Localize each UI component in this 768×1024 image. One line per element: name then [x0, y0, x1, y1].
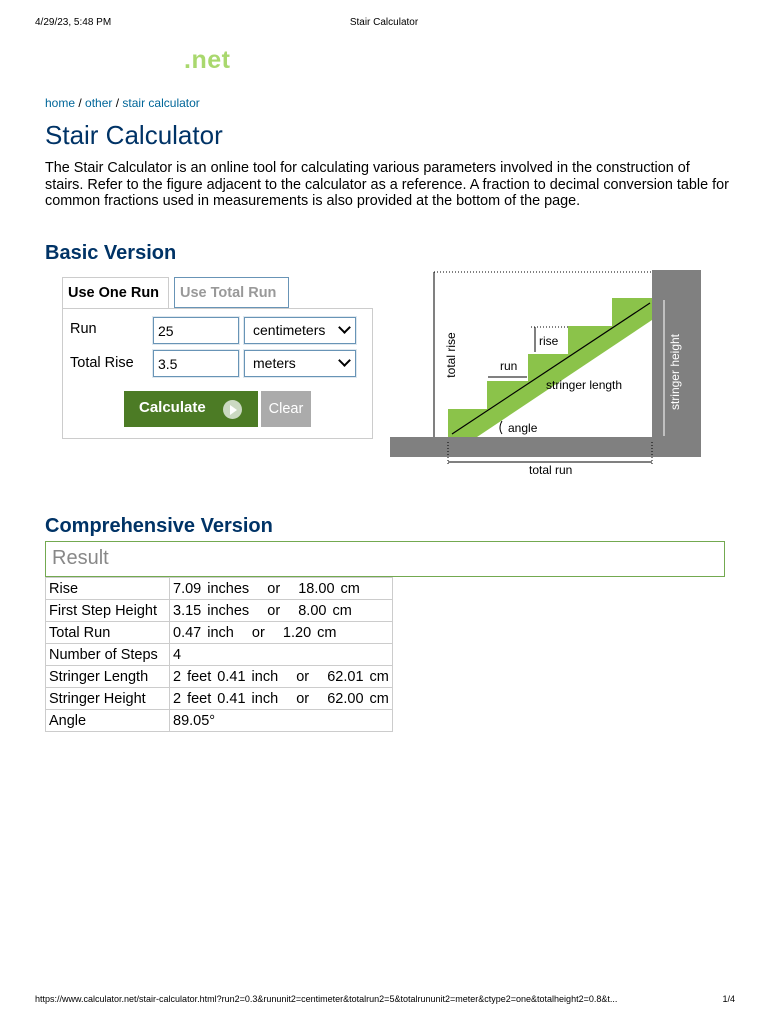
stair-diagram	[390, 270, 702, 480]
angle-arc	[500, 421, 502, 434]
total-rise-input[interactable]	[153, 350, 239, 377]
breadcrumb-home-link[interactable]: home	[45, 96, 76, 110]
angle-label: angle	[508, 421, 538, 435]
rise-label: rise	[539, 334, 559, 348]
page-number: 1/4	[722, 994, 735, 1004]
run-unit-select[interactable]	[244, 317, 356, 344]
total-rise-label: total rise	[444, 332, 458, 378]
site-logo[interactable]: .net	[184, 46, 231, 74]
result-value: 7.09 inches or 18.00 cm	[170, 578, 393, 600]
result-label: Number of Steps	[46, 644, 170, 666]
result-value: 2 feet 0.41 inch or 62.00 cm	[170, 688, 393, 710]
print-title: Stair Calculator	[349, 17, 419, 28]
calculate-label: Calculate	[139, 399, 206, 416]
breadcrumb-separator: /	[75, 96, 86, 110]
comprehensive-version-heading: Comprehensive Version	[45, 515, 273, 537]
table-row	[46, 644, 393, 666]
result-label: Stringer Height	[46, 688, 170, 710]
print-date: 4/29/23, 5:48 PM	[35, 17, 112, 28]
stringer-length-label: stringer length	[546, 378, 623, 392]
table-row	[46, 578, 393, 600]
result-label: First Step Height	[46, 600, 170, 622]
result-value: 4	[170, 644, 393, 666]
print-url: https://www.calculator.net/stair-calculator.html?run2=0.3&rununit2=centimeter&totalrun2=5&totalrununit2=meter&ctype2=one&totalheight2=0.8&t...	[35, 994, 618, 1004]
result-value: 2 feet 0.41 inch or 62.01 cm	[170, 666, 393, 688]
result-label: Total Run	[46, 622, 170, 644]
stringer-height-label: stringer height	[668, 333, 682, 411]
result-value: 3.15 inches or 8.00 cm	[170, 600, 393, 622]
result-value: 89.05°	[170, 710, 393, 732]
chevron-down-icon	[338, 354, 351, 367]
results-table	[45, 577, 393, 732]
tab-use-total-run[interactable]: Use Total Run	[174, 277, 289, 308]
result-label: Stringer Length	[46, 666, 170, 688]
table-row	[46, 622, 393, 644]
play-icon	[223, 400, 242, 419]
chevron-down-icon	[338, 321, 351, 334]
result-heading: Result	[45, 541, 725, 577]
page-title: Stair Calculator	[45, 120, 223, 150]
table-row	[46, 688, 393, 710]
breadcrumb-current-link[interactable]: stair calculator	[122, 96, 200, 110]
result-label: Angle	[46, 710, 170, 732]
run-input[interactable]	[153, 317, 239, 344]
intro-paragraph: The Stair Calculator is an online tool for calculating various parameters involved in the construction of stairs. Refer to the figure adjacent to the calculator as a reference. A fraction to decimal conversion table for common fractions used in measurements is also provided at the bottom of the page.	[45, 160, 729, 210]
run-label: run	[500, 359, 518, 373]
run-label: Run	[70, 321, 97, 337]
run-unit-value: centimeters	[253, 322, 326, 338]
result-label: Rise	[46, 578, 170, 600]
table-row	[46, 666, 393, 688]
table-row	[46, 600, 393, 622]
result-value: 0.47 inch or 1.20 cm	[170, 622, 393, 644]
clear-button[interactable]: Clear	[261, 391, 311, 427]
basic-version-heading: Basic Version	[45, 242, 177, 264]
rise-unit-select[interactable]	[244, 350, 356, 377]
breadcrumb-separator: /	[112, 96, 123, 110]
calculate-button[interactable]	[124, 391, 258, 427]
stringer-line	[452, 303, 650, 434]
table-row	[46, 710, 393, 732]
rise-unit-value: meters	[253, 355, 296, 371]
breadcrumb	[45, 96, 200, 110]
tab-use-one-run[interactable]: Use One Run	[62, 277, 169, 308]
breadcrumb-other-link[interactable]: other	[85, 96, 113, 110]
total-rise-label: Total Rise	[70, 355, 134, 371]
total-run-label: total run	[529, 463, 573, 477]
